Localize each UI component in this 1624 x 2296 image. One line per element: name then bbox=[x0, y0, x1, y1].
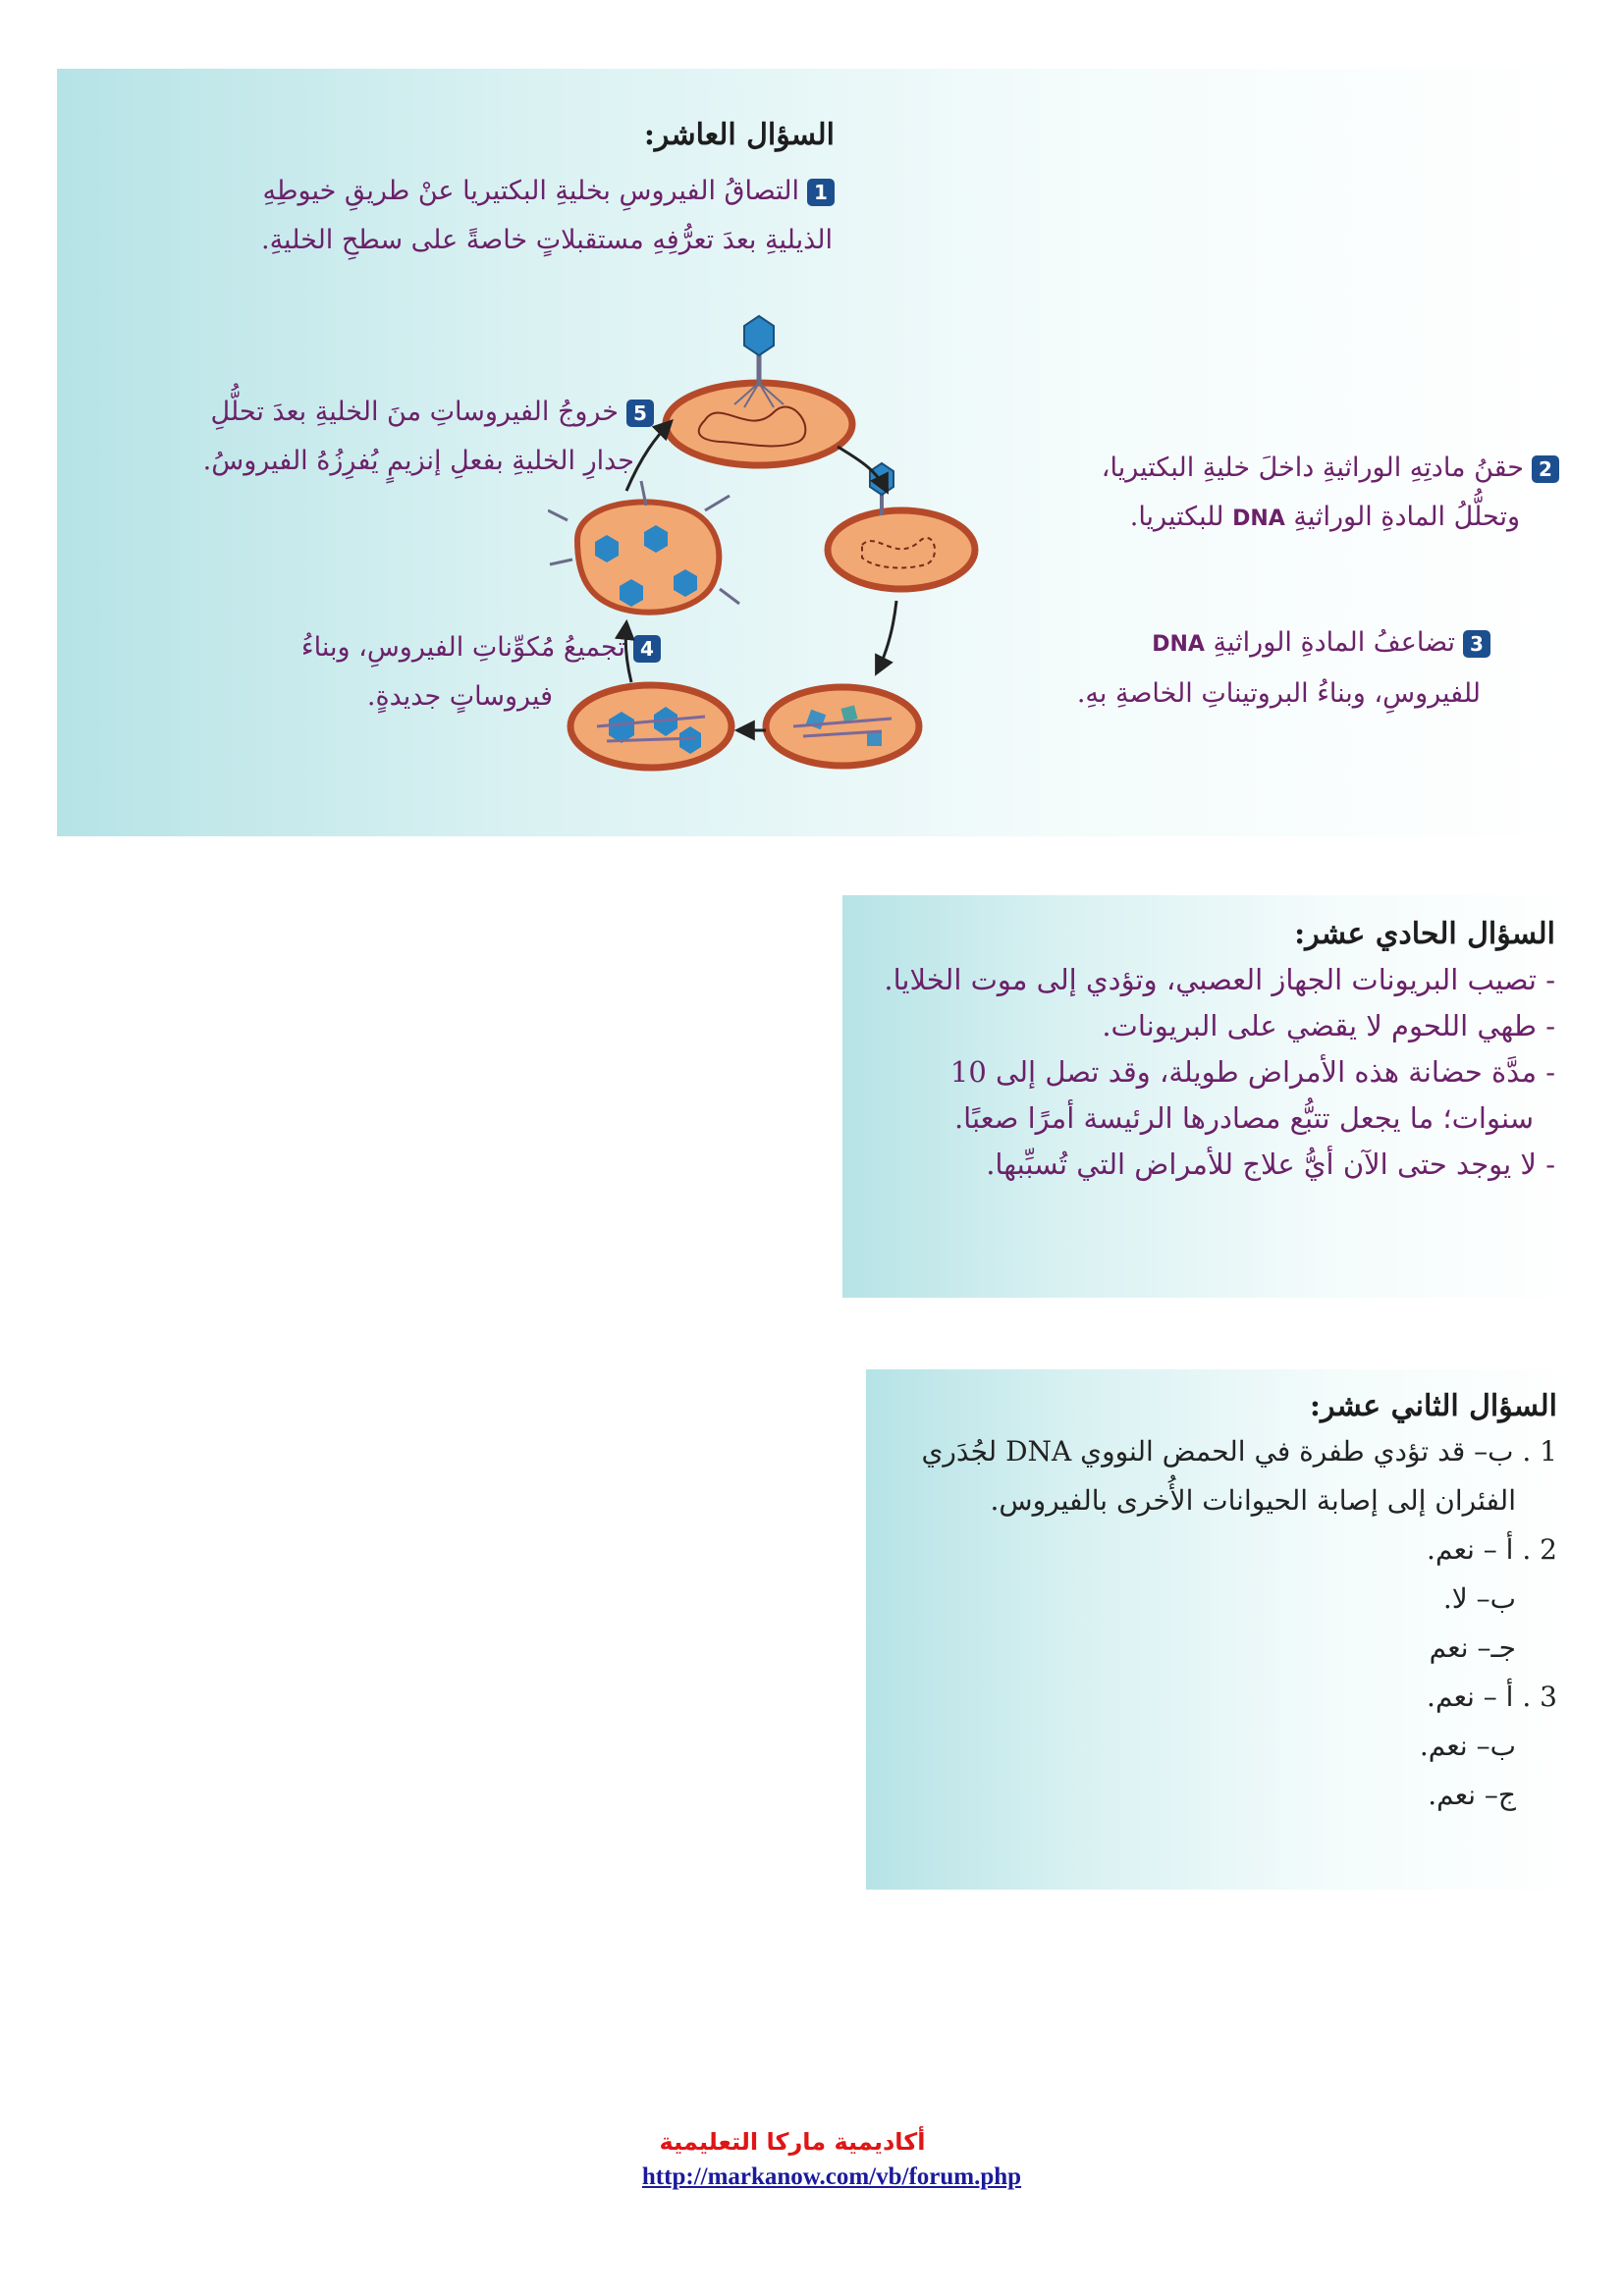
step-5-badge: 5 bbox=[626, 400, 654, 427]
bacterial-cell-attachment bbox=[666, 316, 852, 465]
bacterial-cell-lysis bbox=[548, 481, 739, 613]
q11-bullet-4: - لا يوجد حتى الآن أيُّ علاج للأمراض التي تُسبِّبها. bbox=[986, 1148, 1555, 1181]
bacterial-cell-injection bbox=[828, 463, 975, 589]
q12-answer-3a: 3 . أ – نعم. bbox=[1427, 1681, 1557, 1713]
q12-answer-1-cont: الفئران إلى إصابة الحيوانات الأُخرى بالفيروس. bbox=[990, 1484, 1516, 1517]
footer-academy-name: أكاديمية ماركا التعليمية bbox=[659, 2128, 926, 2156]
q11-bullet-2: - طهي اللحوم لا يقضي على البريونات. bbox=[1102, 1009, 1555, 1042]
step-3-text: 3تضاعفُ المادةِ الوراثيةِ DNA للفيروسِ، وبناءُ البروتيناتِ الخاصةِ بهِ. bbox=[1077, 618, 1490, 719]
q12-answer-2c: جـ– نعم bbox=[1429, 1631, 1516, 1664]
q11-bullet-1: - تصيب البريونات الجهاز العصبي، وتؤدي إلى موت الخلايا. bbox=[884, 963, 1555, 996]
question-10-panel bbox=[57, 69, 1579, 836]
step-1-badge: 1 bbox=[807, 179, 835, 206]
bacterial-cell-assembly bbox=[570, 685, 731, 768]
q12-answer-3c: ج– نعم. bbox=[1428, 1779, 1516, 1811]
bacterial-cell-replication bbox=[766, 687, 919, 766]
step-2-badge: 2 bbox=[1532, 455, 1559, 483]
footer bbox=[0, 2128, 1624, 2191]
step-3-badge: 3 bbox=[1463, 630, 1490, 658]
question-11-panel bbox=[842, 895, 1577, 1298]
q12-answer-2a: 2 . أ – نعم. bbox=[1427, 1533, 1557, 1566]
step-2-text: 2حقنُ مادتِهِ الوراثيةِ داخلَ خليةِ البكتيريا، وتحلُّلُ المادةِ الوراثيةِ DNA للبكتيريا. bbox=[1102, 444, 1559, 544]
footer-forum-link[interactable]: http://markanow.com/vb/forum.php bbox=[641, 2163, 1022, 2190]
lytic-cycle-diagram bbox=[548, 294, 980, 805]
question-10-title: السؤال العاشر: bbox=[643, 118, 835, 152]
question-12-title: السؤال الثاني عشر: bbox=[1309, 1389, 1557, 1423]
step-4-text: 4تجميعُ مُكوِّناتِ الفيروسِ، وبناءُ فيروساتٍ جديدةٍ. bbox=[301, 623, 661, 721]
question-12-panel bbox=[866, 1369, 1577, 1890]
q12-answer-1: 1 . ب– قد تؤدي طفرة في الحمض النووي DNA لجُدَري bbox=[921, 1435, 1557, 1468]
step-5-text: 5خروجُ الفيروساتِ منَ الخليةِ بعدَ تحلُّلِ جدارِ الخليةِ بفعلِ إنزيمٍ يُفرِزُهُ الفيروسُ. bbox=[203, 388, 654, 486]
question-11-title: السؤال الحادي عشر: bbox=[1294, 917, 1555, 951]
q12-answer-3b: ب– نعم. bbox=[1419, 1730, 1516, 1762]
step-1-text: 1التصاقُ الفيروسِ بخليةِ البكتيريا عنْ طريقِ خيوطِهِ الذيليةِ بعدَ تعرُّفِهِ مستقبلاتٍ خاصةً على سطحِ الخليةِ. bbox=[261, 176, 833, 255]
q11-bullet-3-cont: سنوات؛ ما يجعل تتبُّع مصادرها الرئيسة أمرًا صعبًا. bbox=[953, 1101, 1534, 1135]
q12-answer-2b: ب– لا. bbox=[1442, 1582, 1516, 1615]
q11-bullet-3: - مدَّة حضانة هذه الأمراض طويلة، وقد تصل إلى 10 bbox=[949, 1055, 1555, 1089]
step-4-badge: 4 bbox=[633, 635, 661, 663]
